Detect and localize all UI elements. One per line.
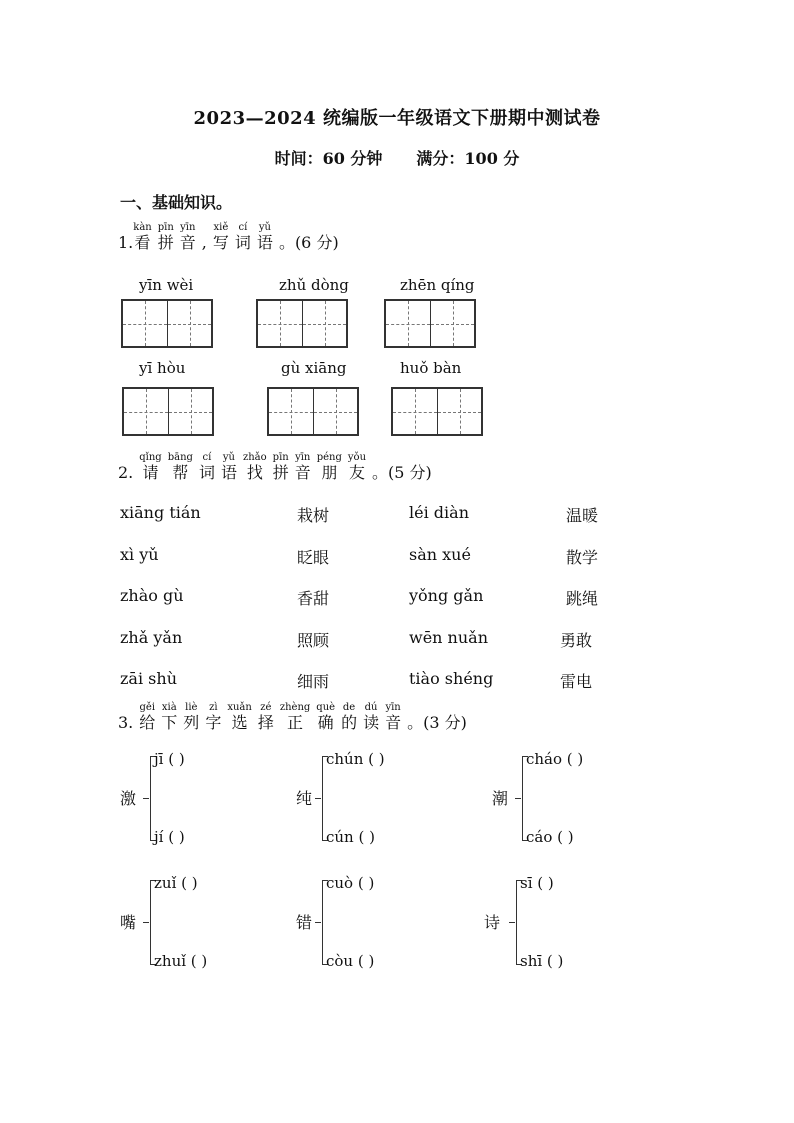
reading-option[interactable]: jī ( ) xyxy=(154,750,185,768)
pinyin-item: yīn wèi xyxy=(139,276,194,294)
ruby-hanzi: 正 xyxy=(287,713,304,732)
pinyin-option: wēn nuǎn xyxy=(409,627,489,647)
ruby-char xyxy=(221,452,237,483)
ruby-pinyin: pīn xyxy=(157,222,174,233)
reading-option[interactable]: cháo ( ) xyxy=(526,750,584,768)
writing-grid[interactable] xyxy=(122,387,214,436)
pinyin-item: gù xiāng xyxy=(281,359,347,377)
exam-title: 2023—2024 统编版一年级语文下册期中测试卷 xyxy=(193,108,601,129)
score-label: 满分：100 分 xyxy=(416,149,520,168)
ruby-pinyin: liè xyxy=(185,702,198,713)
ruby-char xyxy=(243,452,267,483)
ruby-pinyin: xuǎn xyxy=(227,702,252,713)
reading-option[interactable]: sī ( ) xyxy=(520,874,554,892)
reading-option[interactable]: zuǐ ( ) xyxy=(154,874,198,892)
ruby-pinyin: zé xyxy=(260,702,272,713)
ruby-hanzi: 下 xyxy=(161,713,178,732)
ruby-char xyxy=(280,702,310,733)
pinyin-option: zhào gù xyxy=(120,586,184,605)
ruby-pinyin: xiě xyxy=(213,222,229,233)
ruby-char xyxy=(168,452,193,483)
ruby-char xyxy=(348,452,366,483)
ruby-pinyin: dú xyxy=(364,702,378,713)
ruby-pinyin: zì xyxy=(209,702,218,713)
ruby-char xyxy=(316,702,335,733)
question-number: 2. xyxy=(118,463,134,482)
word-option: 香甜 xyxy=(297,589,330,608)
pinyin-option: zāi shù xyxy=(120,669,177,688)
ruby-char xyxy=(295,452,311,483)
word-option: 雷电 xyxy=(560,672,593,691)
ruby-hanzi: 读 xyxy=(363,713,380,732)
pinyin-option: xiāng tián xyxy=(120,503,201,522)
ruby-char xyxy=(199,452,215,483)
target-character: 激 xyxy=(120,789,137,808)
reading-option[interactable]: jí ( ) xyxy=(154,828,185,846)
word-option: 跳绳 xyxy=(566,589,599,608)
word-option: 眨眼 xyxy=(297,547,330,567)
pinyin-option: xì yǔ xyxy=(120,544,159,564)
ruby-pinyin: cí xyxy=(238,222,248,233)
ruby-char xyxy=(317,452,342,483)
target-character: 纯 xyxy=(296,789,313,808)
ruby-char xyxy=(213,222,229,253)
pinyin-item: huǒ bàn xyxy=(400,359,462,377)
ruby-pinyin: yǔ xyxy=(258,222,271,233)
ruby-pinyin: yīn xyxy=(385,702,401,713)
ruby-hanzi: 找 xyxy=(246,463,263,482)
ruby-char xyxy=(341,702,357,733)
reading-option[interactable]: còu ( ) xyxy=(326,952,375,970)
word-option: 散学 xyxy=(566,547,599,567)
ruby-pinyin: yǔ xyxy=(222,452,235,463)
pinyin-option: léi diàn xyxy=(409,503,469,522)
target-character: 诗 xyxy=(484,913,501,932)
ruby-hanzi: 拼 xyxy=(272,463,289,482)
writing-grid[interactable] xyxy=(267,387,359,436)
ruby-pinyin: cí xyxy=(202,452,212,463)
word-option: 栽树 xyxy=(297,506,330,525)
ruby-pinyin: qǐng xyxy=(139,452,162,463)
ruby-hanzi: 友 xyxy=(348,463,365,482)
ruby-hanzi: 看 xyxy=(134,233,151,252)
pinyin-item: zhǔ dòng xyxy=(279,276,349,294)
ruby-pinyin: xià xyxy=(161,702,177,713)
section-heading: 一、基础知识。 xyxy=(120,193,233,212)
writing-grid[interactable] xyxy=(256,299,348,348)
pinyin-option: sàn xué xyxy=(409,544,471,564)
ruby-hanzi: 给 xyxy=(139,713,156,732)
ruby-pinyin: de xyxy=(342,702,356,713)
ruby-hanzi: 择 xyxy=(257,713,274,732)
ruby-hanzi: 的 xyxy=(341,713,358,732)
ruby-char xyxy=(363,702,379,733)
ruby-char xyxy=(205,702,221,733)
ruby-pinyin: què xyxy=(316,702,336,713)
word-option: 勇敢 xyxy=(560,630,593,650)
ruby-char xyxy=(161,702,177,733)
ruby-hanzi: 语 xyxy=(220,463,237,482)
ruby-pinyin: kàn xyxy=(133,222,152,233)
question-1-prompt xyxy=(118,222,339,253)
ruby-hanzi: 帮 xyxy=(172,463,189,482)
reading-option[interactable]: zhuǐ ( ) xyxy=(154,952,208,970)
reading-option[interactable]: cáo ( ) xyxy=(526,828,574,846)
ruby-hanzi: 列 xyxy=(183,713,200,732)
ruby-pinyin: pīn xyxy=(272,452,289,463)
ruby-pinyin: zhǎo xyxy=(242,452,267,463)
writing-grid[interactable] xyxy=(391,387,483,436)
word-option: 照顾 xyxy=(297,630,330,650)
ruby-hanzi: 词 xyxy=(198,463,215,482)
word-option: 细雨 xyxy=(297,672,330,691)
ruby-hanzi: 写 xyxy=(212,233,229,252)
reading-option[interactable]: chún ( ) xyxy=(326,750,385,768)
question-number: 3. xyxy=(118,713,134,732)
pinyin-item: zhēn qíng xyxy=(400,276,475,294)
ruby-hanzi: 词 xyxy=(234,233,251,252)
ruby-hanzi: 字 xyxy=(205,713,222,732)
ruby-char xyxy=(258,702,274,733)
question-points: 。(6 分) xyxy=(278,233,339,252)
ruby-char xyxy=(133,222,151,253)
ruby-char xyxy=(273,452,289,483)
ruby-char xyxy=(235,222,251,253)
word-option: 温暖 xyxy=(566,506,599,525)
ruby-hanzi: 音 xyxy=(294,463,311,482)
ruby-hanzi: 语 xyxy=(256,233,273,252)
ruby-hanzi: 选 xyxy=(231,713,248,732)
ruby-pinyin: yīn xyxy=(295,452,311,463)
ruby-char xyxy=(202,222,207,253)
reading-option[interactable]: cún ( ) xyxy=(326,828,375,846)
ruby-char xyxy=(183,702,199,733)
reading-option[interactable]: shī ( ) xyxy=(520,952,564,970)
ruby-char xyxy=(139,702,155,733)
pinyin-option: tiào shéng xyxy=(409,669,494,688)
ruby-pinyin: bāng xyxy=(167,452,193,463)
time-label: 时间：60 分钟 xyxy=(274,149,383,168)
ruby-hanzi: 拼 xyxy=(157,233,174,252)
ruby-pinyin: zhèng xyxy=(279,702,311,713)
ruby-hanzi: 音 xyxy=(179,233,196,252)
pinyin-option: zhǎ yǎn xyxy=(120,627,183,647)
ruby-hanzi: 请 xyxy=(142,463,159,482)
ruby-hanzi: 确 xyxy=(317,713,334,732)
ruby-pinyin: yǒu xyxy=(347,452,367,463)
question-points: 。(3 分) xyxy=(407,713,467,732)
ruby-char xyxy=(139,452,161,483)
target-character: 错 xyxy=(296,913,313,932)
ruby-hanzi: 朋 xyxy=(321,463,338,482)
ruby-pinyin: yīn xyxy=(180,222,196,233)
reading-option[interactable]: cuò ( ) xyxy=(326,874,375,892)
target-character: 潮 xyxy=(492,789,509,808)
question-3-prompt xyxy=(118,702,467,733)
ruby-pinyin: gěi xyxy=(139,702,156,713)
ruby-pinyin: péng xyxy=(316,452,342,463)
question-points: 。(5 分) xyxy=(372,463,432,482)
exam-info xyxy=(0,146,794,169)
ruby-char xyxy=(180,222,196,253)
ruby-hanzi: 音 xyxy=(385,713,402,732)
question-2-prompt xyxy=(118,452,432,483)
writing-grid[interactable] xyxy=(384,299,476,348)
ruby-char xyxy=(257,222,273,253)
ruby-char xyxy=(158,222,174,253)
pinyin-item: yī hòu xyxy=(139,359,186,377)
ruby-hanzi: , xyxy=(201,233,207,252)
pinyin-option: yǒng gǎn xyxy=(409,586,484,605)
ruby-char xyxy=(227,702,251,733)
writing-grid[interactable] xyxy=(121,299,213,348)
question-number: 1. xyxy=(118,233,134,252)
target-character: 嘴 xyxy=(120,913,137,932)
ruby-char xyxy=(385,702,401,733)
